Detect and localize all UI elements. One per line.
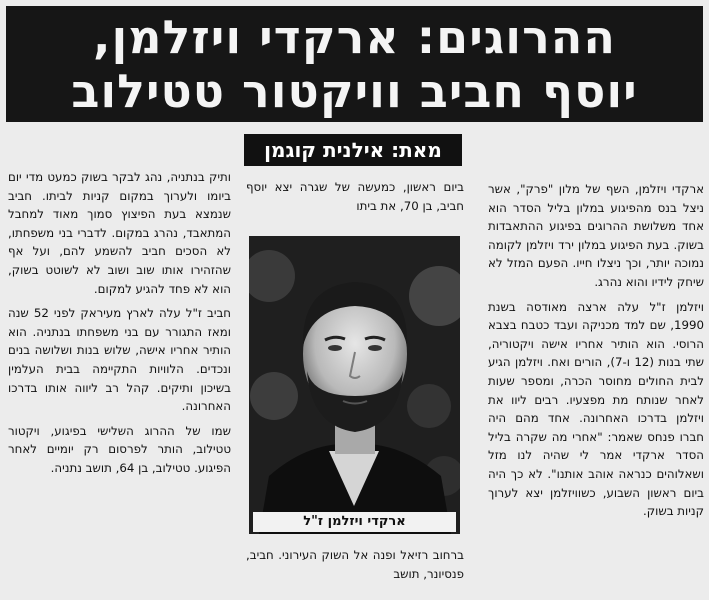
article-column-right xyxy=(488,180,704,600)
article-column-left xyxy=(8,168,231,600)
headline-banner xyxy=(6,6,703,122)
paragraph: ויזלמן ז"ל עלה ארצה מאודסה בשנת 1990, שם למד מכניקה ועבד כטבח בצבא הרוסי. הוא הותיר אחריו אישה ויקטוריה, שתי בנות (12 ו-7), הורים ואח. ויזלמן הגיע לבית החולים מחוסר הכרה, ומספר שעות לאחר שנותח מת מפצעיו. רבים ליוו את ויזלמן בדרכו האחרונה. אחד מהם היה חברו פנחס שאמר: "אחרי מה שקרה בליל הסדר ארקדי אמר לי שהיה לנו מזל ושאלוהים כנראה אוהב אותנו". לא כך היה ביום ראשון השבוע, כשוויזלמן יצא לערוך קניות בשוק. xyxy=(488,299,704,519)
paragraph: שמו של ההרוג השלישי בפיגוע, ויקטור טטילוב, הותר לפרסום רק יומיים לאחר הפיגוע. טטילוב, בן 64, תושב נתניה. xyxy=(8,423,231,475)
photo-caption: ארקדי ויזלמן ז"ל xyxy=(253,512,456,532)
paragraph: ותיק בנתניה, נהג לבקר בשוק כמעט מדי יום ביומו ולערוך במקום קניות לביתו. חביב שנמצא בעת הפיצוץ סמוך מאוד למחבל המתאבד, נהרג במקום. לדברי בני משפחתו, לא הסכים חביב להשמע להם, ועל אף שהזהירו אותו שוב ושוב לא לשוטט בשוק, הוא לא פחד להגיע למקום. xyxy=(8,170,231,296)
portrait-photo xyxy=(249,236,460,534)
article-column-middle-bottom: ברחוב רזיאל ופנה אל השוק העירוני. חביב, פנסיונר, תושב xyxy=(246,548,464,581)
paragraph: חביב ז"ל עלה לארץ מעיראק לפני 52 שנה ומאז התגורר עם בני משפחתו בנתניה. הוא הותיר אחריו אישה, שלוש בנות ושלושה בנים ונכדים. הלוויות התקיימה בבית העלמין בשיכון ותיקים. קהל רב ליווה אותו בדרכו האחרונה. xyxy=(8,306,231,414)
byline: מאת: אילנית קוגמן xyxy=(244,134,462,166)
paragraph: ארקדי ויזלמן, השף של מלון "פרק", אשר ניצל בנס מהפיגוע במלון בליל הסדר הוא אחד משלושת ההרוגים בפיגוע ההתאבדות בשוק. בעת הפיגוע במלון ירד ויזלמן לקומה נמוכה יותר, וכך ניצלו חייו. הפעם המזל לא שיחק לידיו והוא נהרג. xyxy=(488,182,704,289)
article-column-middle-top: ביום ראשון, כמעשה של שגרה יצא יוסף חביב, בן 70, את ביתו xyxy=(246,180,464,213)
headline-line-1: ההרוגים: ארקדי ויזלמן, xyxy=(92,10,616,64)
headline-line-2: יוסף חביב וויקטור טטילוב xyxy=(71,64,638,118)
portrait-image xyxy=(249,236,460,534)
